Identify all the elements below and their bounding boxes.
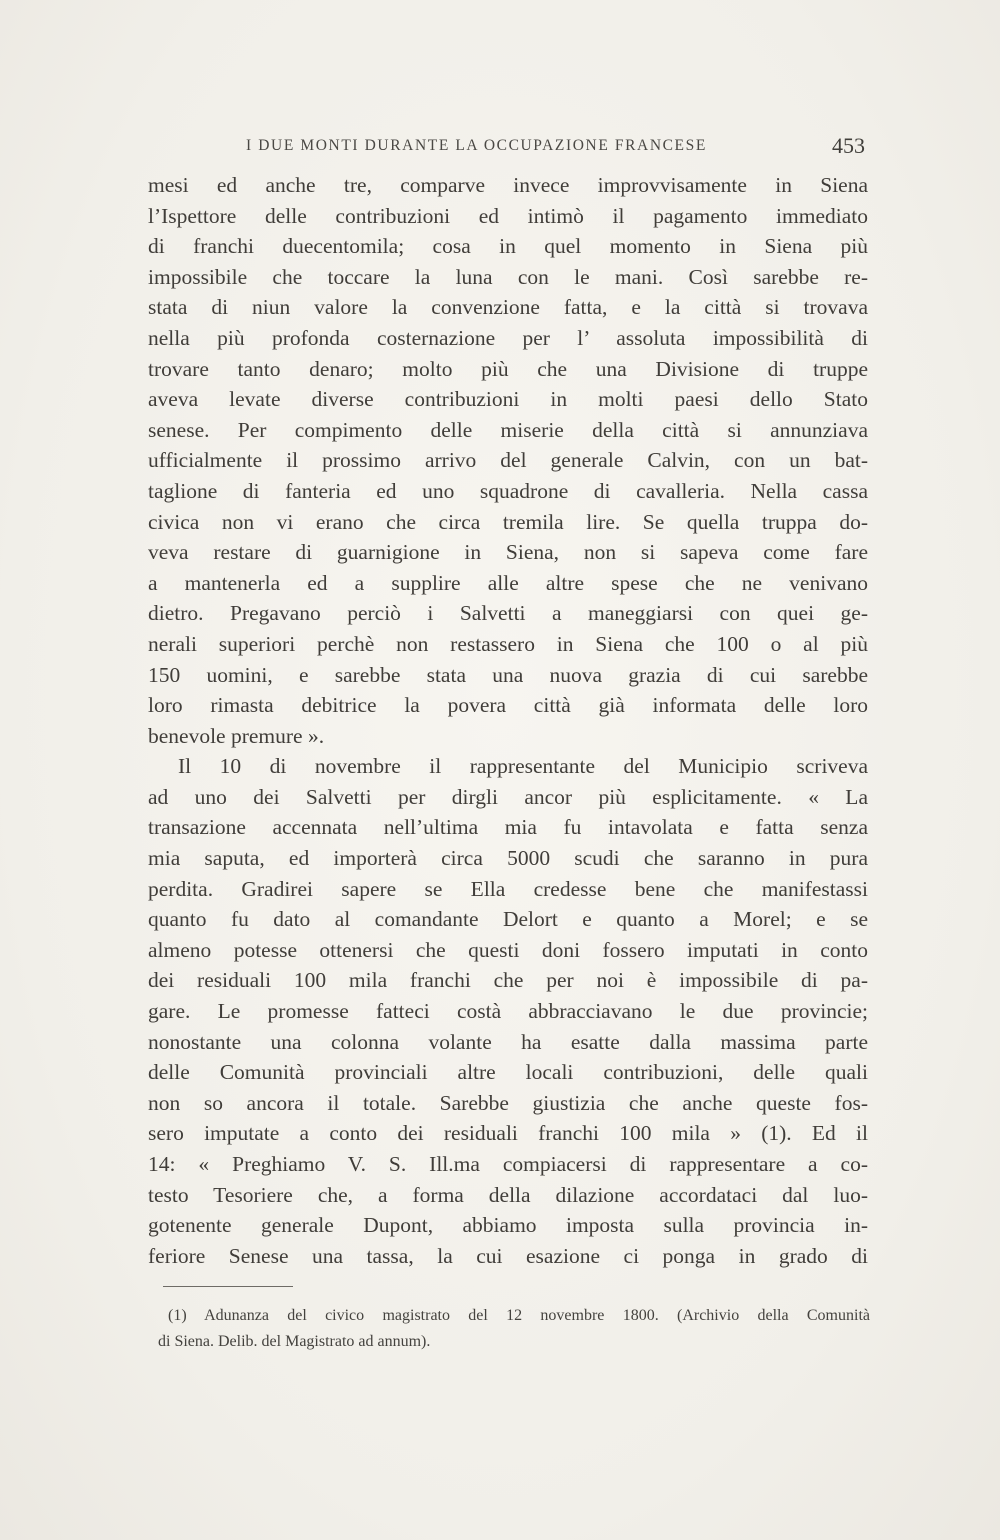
text-line: di franchi duecentomila; cosa in quel momento in Siena più <box>148 234 868 259</box>
text-line: quanto fu dato al comandante Delort e quanto a Morel; e se <box>148 907 868 932</box>
footnote-line: di Siena. Delib. del Magistrato ad annum). <box>158 1333 431 1350</box>
text-line: civica non vi erano che circa tremila lire. Se quella truppa do- <box>148 509 868 534</box>
text-line: impossibile che toccare la luna con le mani. Così sarebbe re- <box>148 264 868 289</box>
text-line: trovare tanto denaro; molto più che una Divisione di truppe <box>148 356 868 381</box>
text-line: l’Ispettore delle contribuzioni ed intimò il pagamento immediato <box>148 203 868 228</box>
body-text <box>148 170 868 1271</box>
text-line: 14: « Preghiamo V. S. Ill.ma compiacersi di rappresentare a co- <box>148 1152 868 1176</box>
footnote-divider <box>163 1286 293 1287</box>
text-line: mesi ed anche tre, comparve invece improvvisamente in Siena <box>148 173 868 197</box>
text-line: stata di niun valore la convenzione fatta, e la città si trovava <box>148 295 868 320</box>
text-line: benevole premure ». <box>148 723 325 748</box>
text-line: nella più profonda costernazione per l’ assoluta impossibilità di <box>148 325 868 350</box>
text-line: sero imputate a conto dei residuali franchi 100 mila » (1). Ed il <box>148 1121 868 1146</box>
text-line: ufficialmente il prossimo arrivo del generale Calvin, con un bat- <box>148 448 868 473</box>
text-line: gotenente generale Dupont, abbiamo imposta sulla provincia in- <box>148 1213 868 1238</box>
text-line: nerali superiori perchè non restassero in Siena che 100 o al più <box>148 631 868 656</box>
text-line: non so ancora il totale. Sarebbe giustizia che anche queste fos- <box>148 1090 868 1115</box>
text-line: Il 10 di novembre il rappresentante del Municipio scriveva <box>178 754 868 779</box>
text-line: 150 uomini, e sarebbe stata una nuova grazia di cui sarebbe <box>148 662 868 687</box>
text-line: taglione di fanteria ed uno squadrone di cavalleria. Nella cassa <box>148 478 868 503</box>
text-line: testo Tesoriere che, a forma della dilazione accordataci dal luo- <box>148 1182 868 1207</box>
text-line: loro rimasta debitrice la povera città già informata delle loro <box>148 693 868 718</box>
text-line: dei residuali 100 mila franchi che per noi è impossibile di pa- <box>148 968 868 993</box>
text-line: aveva levate diverse contribuzioni in molti paesi dello Stato <box>148 387 868 412</box>
text-line: almeno potesse ottenersi che questi doni fossero imputati in conto <box>148 937 868 962</box>
text-line: perdita. Gradirei sapere se Ella credesse bene che manifestassi <box>148 876 868 901</box>
text-line: senese. Per compimento delle miserie della città si annunziava <box>148 417 868 442</box>
text-line: transazione accennata nell’ultima mia fu intavolata e fatta senza <box>148 815 868 840</box>
running-title: I DUE MONTI DURANTE LA OCCUPAZIONE FRANCESE <box>246 137 707 154</box>
page-number: 453 <box>832 133 865 158</box>
text-line: gare. Le promesse fatteci costà abbracciavano le due provincie; <box>148 999 868 1024</box>
text-line: mia saputa, ed importerà circa 5000 scudi che saranno in pura <box>148 846 868 871</box>
running-head <box>150 133 865 157</box>
text-line: nonostante una colonna volante ha esatte dalla massima parte <box>148 1029 868 1054</box>
text-line: veva restare di guarnigione in Siena, non si sapeva come fare <box>148 540 868 565</box>
text-line: dietro. Pregavano perciò i Salvetti a maneggiarsi con quei ge- <box>148 601 868 626</box>
text-line: ad uno dei Salvetti per dirgli ancor più esplicitamente. « La <box>148 784 868 809</box>
footnote-line: (1) Adunanza del civico magistrato del 12 novembre 1800. (Archivio della Comunità <box>168 1307 870 1324</box>
text-line: delle Comunità provinciali altre locali contribuzioni, delle quali <box>148 1060 868 1085</box>
text-line: feriore Senese una tassa, la cui esazione ci ponga in grado di <box>148 1243 868 1268</box>
footnote <box>158 1303 870 1355</box>
text-line: a mantenerla ed a supplire alle altre spese che ne venivano <box>148 570 868 595</box>
